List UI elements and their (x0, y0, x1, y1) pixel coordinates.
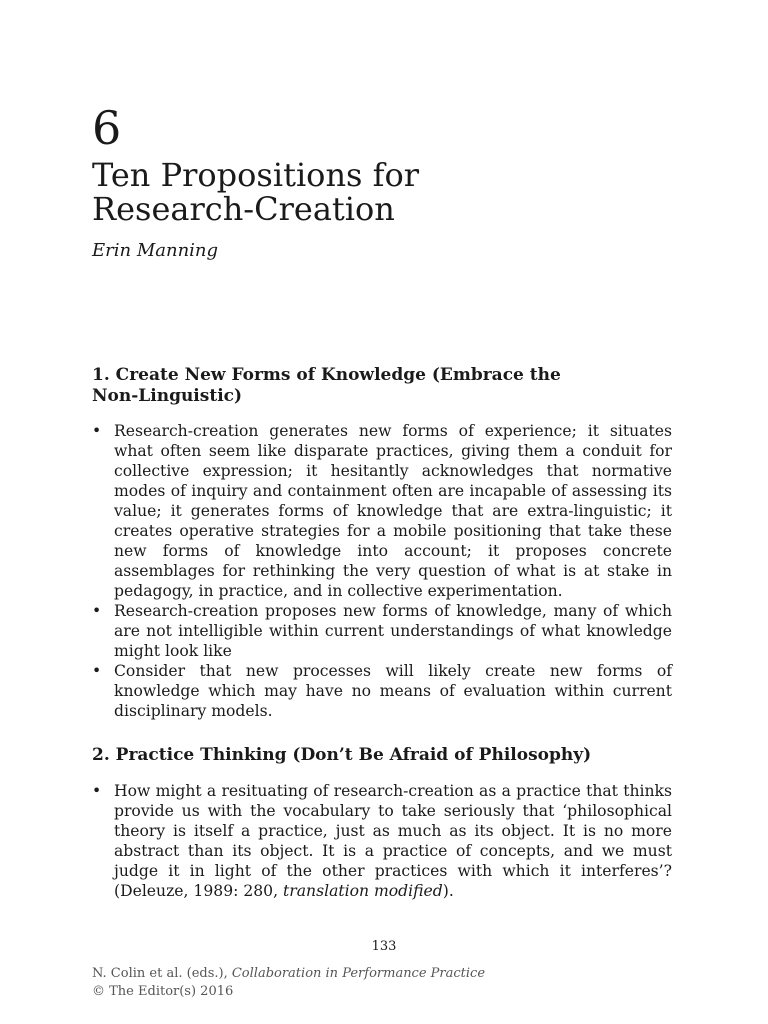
section-2-bullet-1 (92, 781, 672, 901)
bullet-icon: • (92, 422, 102, 440)
chapter-author: Erin Manning (92, 240, 219, 261)
section-1-heading-line-1: 1. Create New Forms of Knowledge (Embrace the (92, 365, 561, 385)
footer-copyright: © The Editor(s) 2016 (92, 984, 234, 999)
bullet-icon: • (92, 662, 102, 680)
section-1-bullet-3 (92, 661, 672, 721)
bullet-text: Consider that new processes will likely create new forms of knowledge which may have no means of evaluation within current disciplinary models. (114, 662, 672, 720)
chapter-number: 6 (92, 101, 122, 155)
section-1-heading-line-2: Non-Linguistic) (92, 386, 243, 406)
section-1-bullet-list (92, 421, 672, 721)
page-number: 133 (371, 939, 397, 954)
bullet-text-italic: translation modified (283, 882, 443, 900)
section-1-bullet-1 (92, 421, 672, 601)
chapter-title (92, 158, 652, 226)
footer-source-line (92, 965, 485, 983)
section-1-heading (92, 365, 682, 407)
section-2-heading: 2. Practice Thinking (Don’t Be Afraid of Philosophy) (92, 745, 592, 765)
section-1-bullet-2 (92, 601, 672, 661)
chapter-title-line-2: Research-Creation (92, 190, 395, 228)
footer-citation (92, 965, 485, 1001)
bullet-text-main: How might a resituating of research-creation as a practice that thinks provide us with the vocabulary to take seriously that ‘philosophical theory is itself a practice, just as much as its object. It is no more abstract than its object. It is a practice of concepts, and we must judge it in light of the other practices with which it interferes’? (Deleuze, 1989: 280, (114, 782, 672, 900)
bullet-text: Research-creation proposes new forms of knowledge, many of which are not intelligible within current understandings of what knowledge might look like (114, 602, 672, 660)
section-2-bullet-list (92, 781, 672, 901)
bullet-icon: • (92, 782, 102, 800)
bullet-text-end: ). (442, 882, 454, 900)
chapter-title-line-1: Ten Propositions for (92, 156, 420, 194)
bullet-text (114, 782, 672, 900)
footer-book-title: Collaboration in Performance Practice (231, 966, 486, 981)
bullet-text: Research-creation generates new forms of experience; it situates what often seem like disparate practices, giving them a conduit for collective expression; it hesitantly acknowledges that normative modes of inquiry and containment often are incapable of assessing its value; it generates forms of knowledge that are extra-linguistic; it creates operative strategies for a mobile positioning that take these new forms of knowledge into account; it proposes concrete assemblages for rethinking the very question of what is at stake in pedagogy, in practice, and in collective experimentation. (114, 422, 672, 600)
footer-editors: N. Colin et al. (eds.), (92, 966, 232, 981)
bullet-icon: • (92, 602, 102, 620)
